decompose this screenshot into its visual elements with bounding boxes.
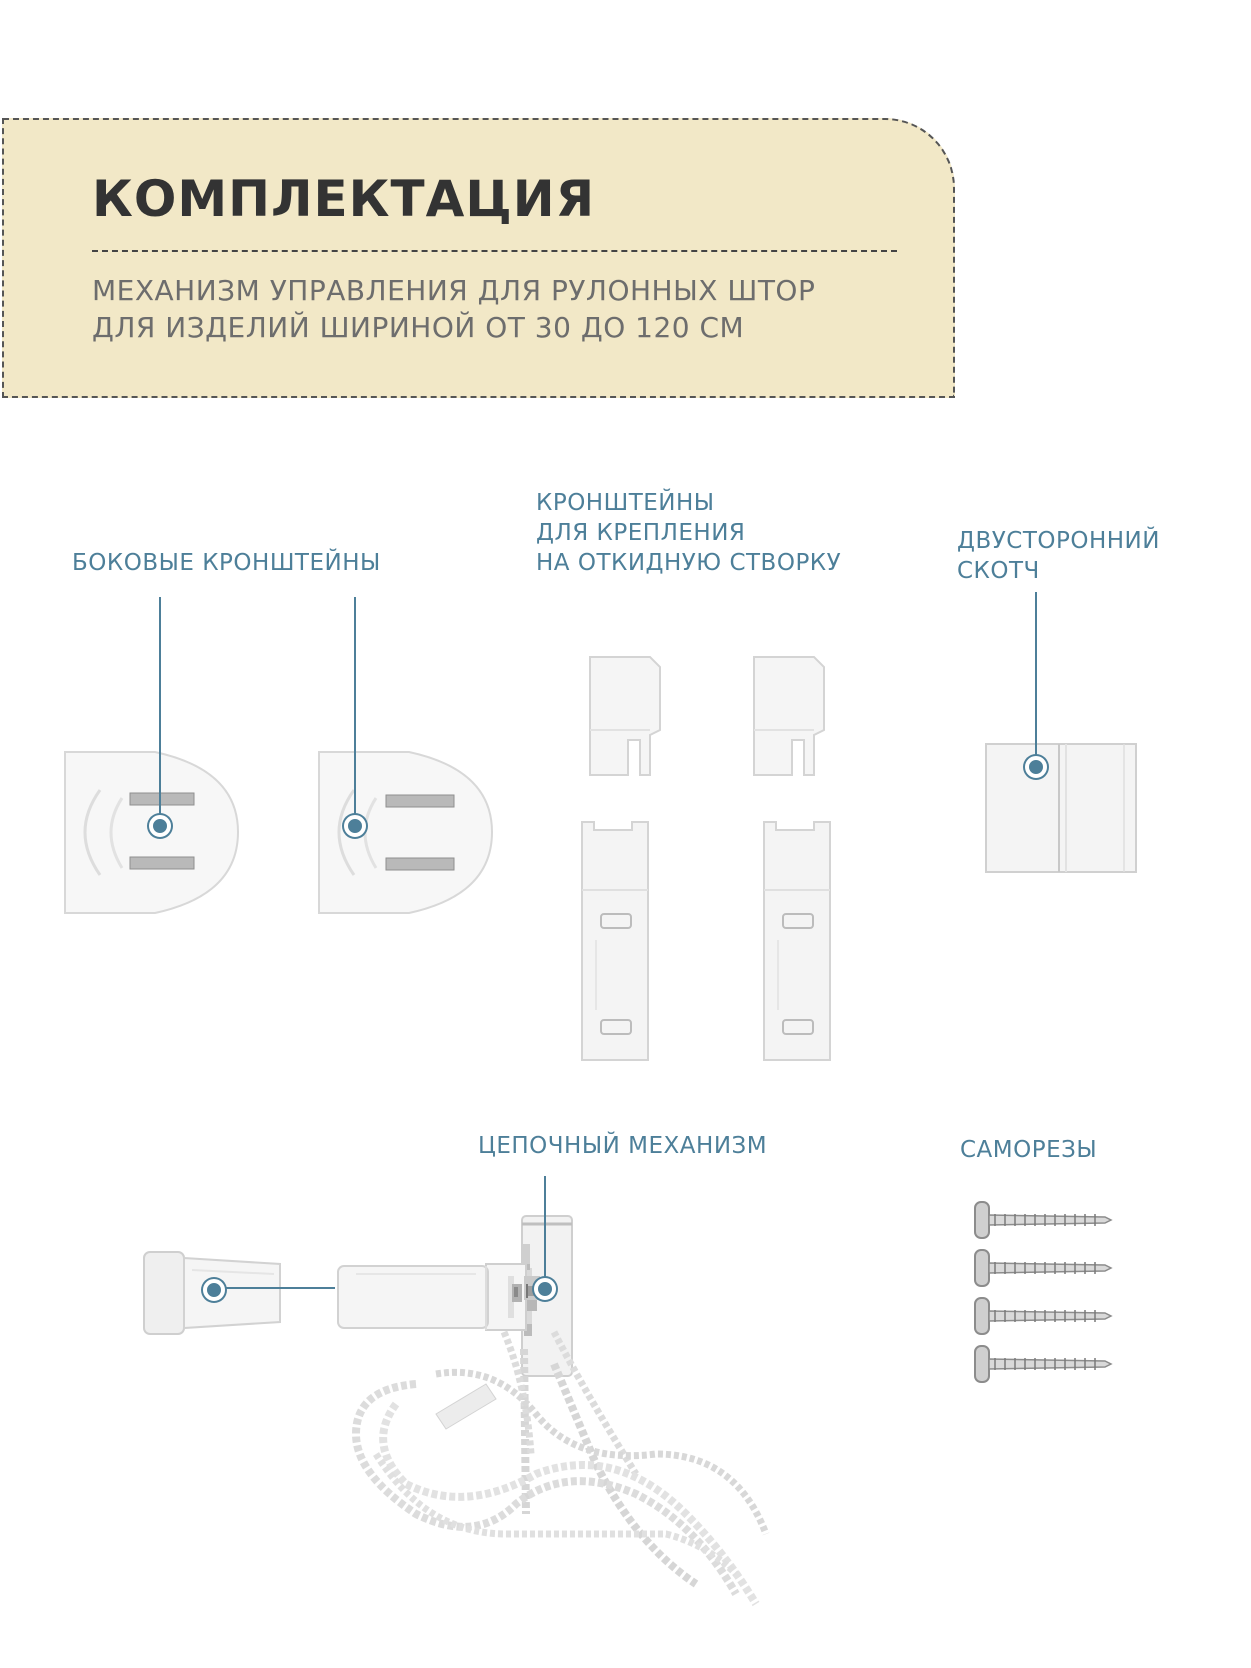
- sash-bracket-cap-right-image: [752, 655, 827, 780]
- screw-4: [975, 1346, 1111, 1382]
- sash-bracket-body-right-image: [758, 820, 838, 1065]
- screw-2: [975, 1250, 1111, 1286]
- pointer-dot-bushings: [203, 1279, 225, 1301]
- label-chain-mechanism: ЦЕПОЧНЫЙ МЕХАНИЗМ: [478, 1133, 768, 1159]
- label-screws: САМОРЕЗЫ: [960, 1137, 1098, 1163]
- page-title: КОМПЛЕКТАЦИЯ: [92, 170, 596, 228]
- chain-mechanism-image: [336, 1214, 806, 1614]
- label-tape-line-2: СКОТЧ: [957, 558, 1040, 584]
- label-sash-brackets-line-2: ДЛЯ КРЕПЛЕНИЯ: [536, 520, 746, 546]
- pointer-line-chain-mechanism: [544, 1176, 546, 1280]
- pointer-line-side-bracket-left: [159, 597, 161, 821]
- pointer-dot-side-bracket-left: [149, 815, 171, 837]
- screw-3: [975, 1298, 1111, 1334]
- pointer-dot-chain-mechanism: [534, 1278, 556, 1300]
- pointer-dot-side-bracket-right: [344, 815, 366, 837]
- label-sash-brackets: [536, 488, 841, 578]
- header-card: [2, 118, 955, 398]
- pointer-line-tape: [1035, 592, 1037, 762]
- label-tape: [957, 526, 1160, 586]
- header-divider: [92, 250, 897, 252]
- header-subtitle: [92, 272, 815, 346]
- label-side-brackets: БОКОВЫЕ КРОНШТЕЙНЫ: [72, 550, 381, 576]
- side-bracket-left-image: [60, 750, 240, 915]
- side-bracket-right-image: [314, 750, 494, 915]
- label-tape-line-1: ДВУСТОРОННИЙ: [957, 528, 1160, 554]
- sash-bracket-body-left-image: [576, 820, 656, 1065]
- subtitle-line-2: ДЛЯ ИЗДЕЛИЙ ШИРИНОЙ ОТ 30 ДО 120 СМ: [92, 311, 745, 344]
- pointer-line-side-bracket-right: [354, 597, 356, 821]
- pointer-line-bushings: [211, 1287, 335, 1289]
- label-sash-brackets-line-1: КРОНШТЕЙНЫ: [536, 490, 715, 516]
- double-sided-tape-image: [984, 742, 1140, 875]
- label-sash-brackets-line-3: НА ОТКИДНУЮ СТВОРКУ: [536, 550, 842, 576]
- sash-bracket-cap-left-image: [588, 655, 663, 780]
- pointer-dot-tape: [1025, 756, 1047, 778]
- screw-1: [975, 1202, 1111, 1238]
- screws-image: [965, 1200, 1115, 1385]
- subtitle-line-1: МЕХАНИЗМ УПРАВЛЕНИЯ ДЛЯ РУЛОННЫХ ШТОР: [92, 274, 816, 307]
